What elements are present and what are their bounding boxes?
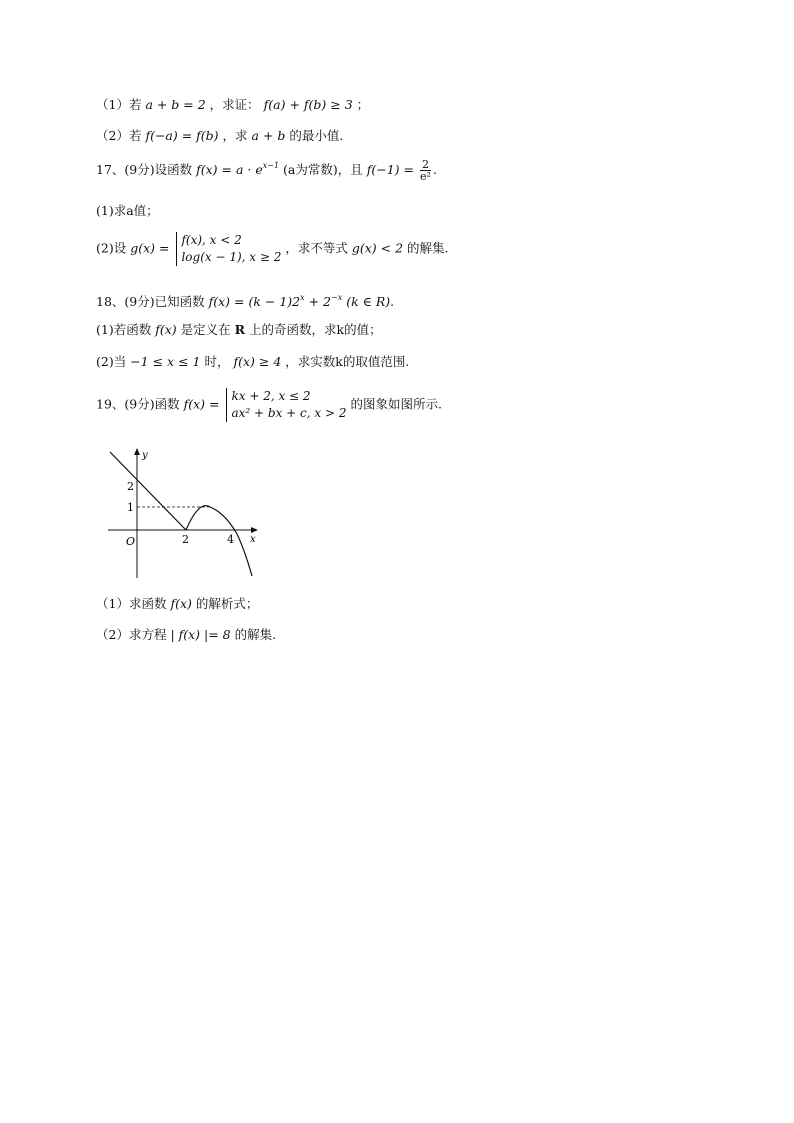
q17-exponent: x−1 — [262, 161, 280, 170]
q16-part1-condition: a + b = 2 — [145, 97, 206, 112]
q18-part1-mid: 是定义在 — [180, 322, 231, 337]
function-graph — [100, 443, 270, 583]
q18-real-set: R — [234, 322, 246, 337]
y-axis-label: y — [142, 450, 148, 461]
q17-stem — [96, 158, 437, 182]
q19-part1-end: 的解析式； — [195, 596, 259, 611]
q17-part2 — [96, 232, 449, 266]
q17-inequality: g(x) < 2 — [351, 240, 404, 256]
q18-part2-end: ，求实数k的取值范围. — [285, 354, 410, 369]
q18-part1-end: 上的奇函数，求k的值； — [249, 322, 382, 337]
q19-heading: 19、(9分)函数 — [96, 396, 180, 412]
q19-part2-prefix: （2）求方程 — [96, 627, 167, 642]
q16-part2 — [96, 128, 343, 144]
x-axis-arrow — [251, 527, 258, 533]
q18-part2-inequality: f(x) ≥ 4 — [233, 354, 282, 369]
q18-domain: (k ∈ R). — [346, 294, 395, 309]
q17-heading: 17、(9分)设函数 — [96, 162, 193, 177]
q19-part2-equation: | f(x) |= 8 — [170, 627, 231, 642]
q16-part1-mid: ，求证： — [209, 97, 260, 112]
tick-label-y1: 1 — [127, 501, 134, 514]
q17-paren-note: (a为常数)，且 — [283, 162, 363, 177]
q18-exponent-1: x — [300, 293, 305, 302]
q16-part2-mid: ，求 — [222, 128, 248, 143]
q18-part1 — [96, 322, 382, 338]
q18-part2-range: −1 ≤ x ≤ 1 — [130, 354, 201, 369]
q16-part2-expression: a + b — [251, 128, 286, 143]
q16-part1 — [96, 97, 369, 113]
tick-label-y2: 2 — [127, 480, 134, 493]
linear-segment — [110, 452, 186, 530]
q18-part2 — [96, 354, 409, 370]
x-axis-label: x — [250, 534, 256, 545]
q18-exponent-2: −x — [331, 293, 343, 302]
q19-part1-prefix: （1）求函数 — [96, 596, 167, 611]
y-axis-arrow — [134, 448, 140, 455]
q17-piecewise — [176, 232, 281, 266]
q17-g-definition: g(x) = — [130, 240, 170, 256]
q19-tail: 的图象如图所示. — [350, 396, 442, 412]
q17-function: f(x) = a · e — [196, 162, 263, 177]
q18-plus-term: + 2 — [304, 294, 332, 309]
q19-part2-end: 的解集. — [234, 627, 277, 642]
q17-part1: (1)求a值； — [96, 203, 159, 218]
q19-case-2: ax² + bx + c, x > 2 — [231, 406, 347, 420]
q17-end: . — [432, 162, 437, 177]
q18-part2-mid: 时， — [204, 354, 230, 369]
q17-part2-mid: ，求不等式 — [285, 240, 348, 256]
q18-function: f(x) = (k − 1)2 — [208, 294, 301, 309]
q16-part1-end: ； — [356, 97, 370, 112]
q18-part1-function: f(x) — [155, 322, 177, 337]
q17-fraction-numerator: 2 — [421, 158, 429, 171]
q17-case-1: f(x), x < 2 — [181, 233, 242, 247]
q18-heading: 18、(9分)已知函数 — [96, 294, 205, 309]
parabola-segment — [186, 506, 252, 576]
q17-part2-prefix: (2)设 — [96, 240, 127, 256]
q19-part1-function: f(x) — [170, 596, 192, 611]
q17-condition-lhs: f(−1) = — [366, 162, 414, 177]
q18-part1-prefix: (1)若函数 — [96, 322, 152, 337]
q19-part2 — [96, 627, 276, 643]
origin-label: O — [126, 535, 136, 548]
q17-fraction-denominator: e² — [420, 170, 431, 183]
tick-label-x2: 2 — [182, 533, 189, 546]
tick-label-x4: 4 — [227, 533, 234, 546]
q16-part2-condition: f(−a) = f(b) — [145, 128, 219, 143]
q16-part1-inequality: f(a) + f(b) ≥ 3 — [263, 97, 353, 112]
q16-part2-prefix: （2）若 — [96, 128, 142, 143]
q18-stem — [96, 290, 394, 310]
q19-piecewise — [226, 388, 346, 422]
q19-stem — [96, 388, 442, 422]
q19-f-definition: f(x) = — [183, 396, 220, 412]
q19-part1 — [96, 596, 258, 612]
q16-part1-prefix: （1）若 — [96, 97, 142, 112]
q18-part2-prefix: (2)当 — [96, 354, 127, 369]
q17-fraction — [420, 159, 431, 182]
q17-case-2: log(x − 1), x ≥ 2 — [181, 250, 282, 264]
q17-part2-end: 的解集. — [407, 240, 449, 256]
q16-part2-end: 的最小值. — [289, 128, 344, 143]
q19-case-1: kx + 2, x ≤ 2 — [231, 389, 311, 403]
